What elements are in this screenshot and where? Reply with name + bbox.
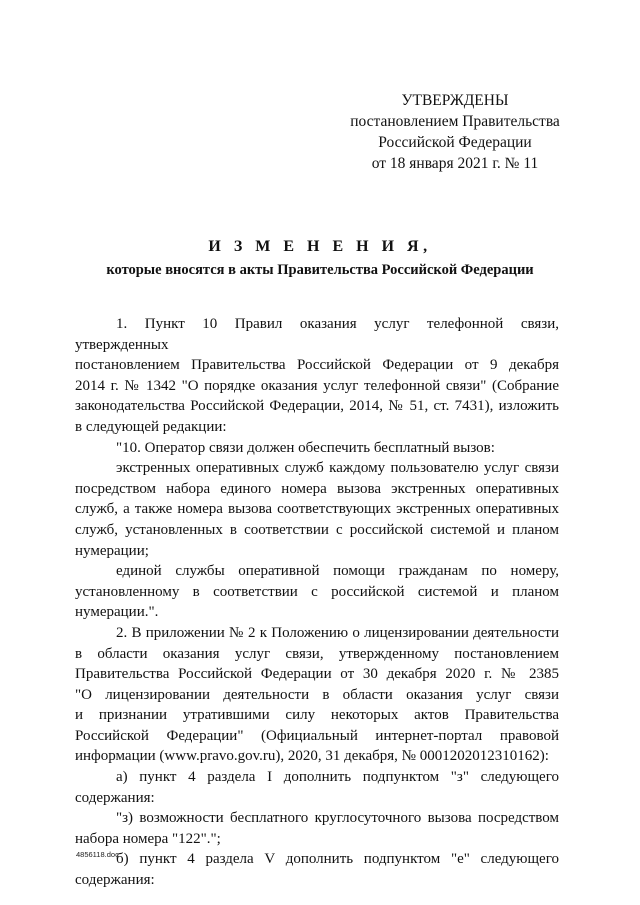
body-line: экстренных оперативных служб каждому пользователю услуг связи — [116, 460, 559, 477]
body-line: содержания: — [75, 872, 155, 889]
approval-heading: УТВЕРЖДЕНЫ — [401, 92, 509, 109]
approval-date-number: от 18 января 2021 г. № 11 — [371, 155, 539, 172]
body-line: а) пункт 4 раздела I дополнить подпунктом "з" следующего — [116, 769, 559, 786]
body-line: "10. Оператор связи должен обеспечить бесплатный вызов: — [116, 439, 495, 456]
body-line: 2014 г. № 1342 "О порядке оказания услуг телефонной связи" (Собрание — [75, 377, 559, 394]
body-line: законодательства Российской Федерации, 2014, № 51, ст. 7431), изложить — [75, 398, 559, 415]
body-line: "з) возможности бесплатного круглосуточного вызова посредством — [116, 810, 559, 827]
document-body — [75, 314, 559, 891]
document-title: И З М Е Н Е Н И Я, — [208, 238, 432, 255]
body-line: нумерации.". — [75, 604, 159, 621]
body-line: установленному в соответствии с российской системой и планом — [75, 583, 559, 600]
body-line: "О лицензировании деятельности в области оказания услуг связи — [75, 686, 559, 703]
body-line: постановлением Правительства Российской Федерации от 9 декабря — [75, 357, 559, 374]
body-line: б) пункт 4 раздела V дополнить подпунктом "е" следующего — [116, 851, 559, 868]
body-line: единой службы оперативной помощи гражданам по номеру, — [116, 563, 559, 580]
body-line: в области оказания услуг связи, утвержденному постановлением — [75, 645, 559, 662]
approval-line: постановлением Правительства — [350, 113, 560, 130]
body-line: Правительства Российской Федерации от 30 декабря 2020 г. № 2385 — [75, 666, 559, 683]
body-line: набора номера "122"."; — [75, 830, 221, 847]
body-line: нумерации; — [75, 542, 149, 559]
approval-stamp — [320, 90, 590, 174]
body-line: посредством набора единого номера вызова экстренных оперативных — [75, 480, 559, 497]
document-subtitle: которые вносятся в акты Правительства Российской Федерации — [106, 262, 534, 278]
body-line: информации (www.pravo.gov.ru), 2020, 31 декабря, № 0001202012310162): — [75, 748, 549, 765]
body-line: служб, установленных в соответствии с российской системой и планом — [75, 521, 559, 538]
body-line: в следующей редакции: — [75, 418, 227, 435]
body-line: содержания: — [75, 789, 155, 806]
approval-line: Российской Федерации — [378, 134, 532, 151]
body-line: 1. Пункт 10 Правил оказания услуг телефонной связи, утвержденных — [75, 316, 559, 353]
body-line: и признании утратившими силу некоторых актов Правительства — [75, 707, 559, 724]
file-name-footer: 4856118.doc — [76, 850, 119, 859]
body-line: Российской Федерации" (Официальный интернет-портал правовой — [75, 727, 559, 744]
body-line: 2. В приложении № 2 к Положению о лицензировании деятельности — [116, 624, 559, 641]
body-line: служб, а также номера вызова соответствующих экстренных оперативных — [75, 501, 559, 518]
